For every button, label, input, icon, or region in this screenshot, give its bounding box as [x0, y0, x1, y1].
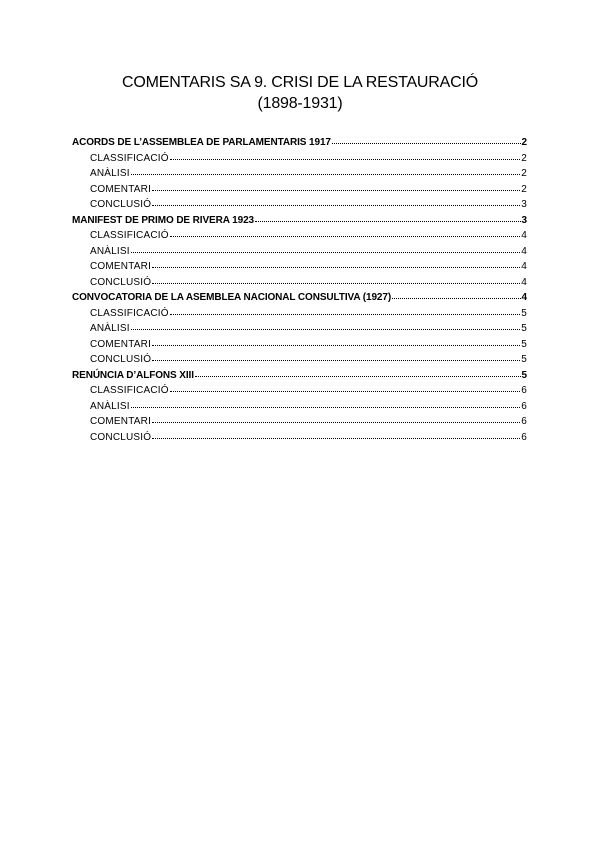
toc-entry-page-number: 6	[521, 416, 527, 427]
toc-entry-label: ANÀLISI	[90, 400, 130, 412]
toc-dot-leader	[152, 197, 520, 206]
toc-entry-page-number: 6	[521, 400, 527, 412]
toc-dot-leader	[255, 213, 521, 222]
toc-dot-leader	[152, 352, 520, 361]
document-title	[0, 72, 600, 114]
toc-entry-page-number: 4	[521, 292, 527, 303]
toc-section-entry[interactable]	[72, 290, 527, 306]
toc-dot-leader	[152, 259, 520, 268]
toc-entry-page-number: 5	[521, 338, 527, 350]
toc-entry-page-number: 4	[521, 245, 527, 257]
toc-dot-leader	[152, 337, 520, 346]
toc-dot-leader	[392, 290, 520, 299]
toc-entry-page-number: 4	[521, 276, 527, 288]
toc-entry-label: COMENTARI	[90, 261, 152, 272]
toc-entry-page-number: 4	[521, 261, 527, 272]
document-title-line-2: (1898-1931)	[257, 95, 343, 112]
toc-entry-label: ANÀLISI	[90, 323, 130, 334]
toc-entry-label: ANÀLISI	[90, 245, 130, 257]
toc-section-entry[interactable]	[72, 213, 527, 229]
toc-entry-label: MANIFEST DE PRIMO DE RIVERA 1923	[72, 214, 255, 226]
toc-entry-label: CLASSIFICACIÓ	[90, 152, 169, 164]
toc-subsection-entry[interactable]	[72, 197, 527, 213]
toc-dot-leader	[195, 368, 521, 377]
toc-subsection-entry[interactable]	[72, 414, 527, 430]
toc-entry-page-number: 2	[521, 168, 527, 179]
toc-entry-label: CLASSIFICACIÓ	[90, 307, 169, 319]
toc-entry-page-number: 5	[521, 307, 527, 319]
toc-entry-label: CLASSIFICACIÓ	[90, 230, 169, 241]
toc-section-entry[interactable]	[72, 368, 527, 384]
toc-entry-page-number: 6	[521, 431, 527, 443]
toc-subsection-entry[interactable]	[72, 383, 527, 399]
toc-dot-leader	[131, 166, 520, 175]
toc-entry-page-number: 2	[521, 152, 527, 164]
toc-subsection-entry[interactable]	[72, 259, 527, 275]
toc-subsection-entry[interactable]	[72, 337, 527, 353]
toc-entry-label: CONCLUSIÓ	[90, 199, 152, 210]
toc-entry-label: COMENTARI	[90, 416, 152, 427]
toc-entry-label: ACORDS DE L’ASSEMBLEA DE PARLAMENTARIS 1917	[72, 137, 331, 148]
toc-entry-label: CONVOCATORIA DE LA ASEMBLEA NACIONAL CONSULTIVA (1927)	[72, 292, 392, 303]
toc-entry-page-number: 2	[521, 183, 527, 195]
toc-entry-page-number: 4	[521, 230, 527, 241]
toc-subsection-entry[interactable]	[72, 182, 527, 198]
document-title-line-1: COMENTARIS SA 9. CRISI DE LA RESTAURACIÓ	[122, 74, 478, 91]
toc-subsection-entry[interactable]	[72, 399, 527, 415]
toc-entry-page-number: 5	[521, 369, 527, 381]
toc-subsection-entry[interactable]	[72, 151, 527, 167]
toc-dot-leader	[131, 399, 520, 408]
toc-dot-leader	[170, 306, 521, 315]
toc-entry-label: RENÚNCIA D’ALFONS XIII	[72, 369, 194, 381]
toc-subsection-entry[interactable]	[72, 166, 527, 182]
table-of-contents	[72, 135, 527, 445]
toc-dot-leader	[152, 182, 520, 191]
toc-entry-page-number: 6	[521, 385, 527, 396]
toc-subsection-entry[interactable]	[72, 352, 527, 368]
toc-dot-leader	[152, 275, 520, 284]
toc-subsection-entry[interactable]	[72, 244, 527, 260]
toc-entry-label: ANÀLISI	[90, 168, 130, 179]
toc-entry-page-number: 5	[521, 323, 527, 334]
toc-dot-leader	[131, 321, 520, 330]
toc-dot-leader	[170, 228, 521, 237]
toc-entry-page-number: 3	[521, 199, 527, 210]
toc-entry-page-number: 5	[521, 354, 527, 365]
toc-subsection-entry[interactable]	[72, 228, 527, 244]
toc-dot-leader	[152, 414, 520, 423]
toc-subsection-entry[interactable]	[72, 306, 527, 322]
toc-entry-label: COMENTARI	[90, 338, 152, 350]
toc-subsection-entry[interactable]	[72, 275, 527, 291]
toc-entry-page-number: 3	[521, 214, 527, 226]
toc-dot-leader	[152, 430, 520, 439]
toc-section-entry[interactable]	[72, 135, 527, 151]
toc-dot-leader	[170, 383, 521, 392]
toc-entry-label: CONCLUSIÓ	[90, 431, 152, 443]
toc-entry-label: CLASSIFICACIÓ	[90, 385, 169, 396]
toc-entry-label: COMENTARI	[90, 183, 152, 195]
toc-subsection-entry[interactable]	[72, 430, 527, 446]
toc-dot-leader	[131, 244, 520, 253]
toc-dot-leader	[170, 151, 521, 160]
toc-entry-page-number: 2	[521, 137, 527, 148]
toc-entry-label: CONCLUSIÓ	[90, 276, 152, 288]
toc-entry-label: CONCLUSIÓ	[90, 354, 152, 365]
toc-dot-leader	[332, 135, 521, 144]
toc-subsection-entry[interactable]	[72, 321, 527, 337]
